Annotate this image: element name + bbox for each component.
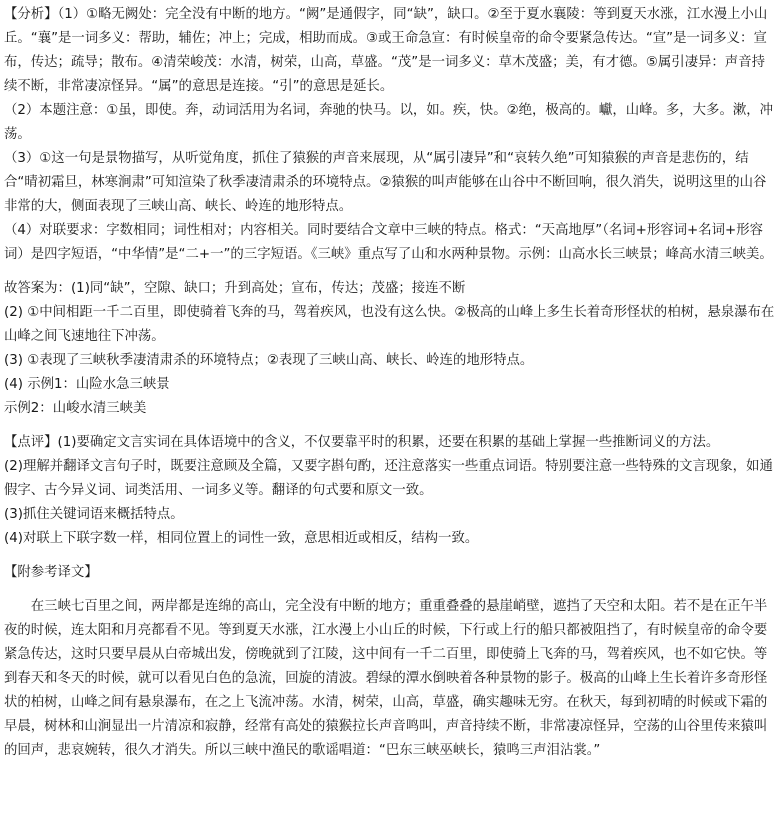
- analysis-paragraph: （2）本题注意：①虽，即使。奔，动词活用为名词，奔驰的快马。以，如。疾，快。②绝，极高的。巘，山峰。多，大多。漱，冲荡。: [4, 103, 774, 142]
- answer-line: (3) ①表现了三峡秋季凄清肃杀的环境特点；②表现了三峡山高、峡长、岭连的地形特点。: [4, 353, 534, 368]
- answer-line: (4) 示例1：山险水急三峡景: [4, 377, 170, 392]
- comment-line: (2)理解并翻译文言句子时，既要注意顾及全篇，又要字斟句酌，还注意落实一些重点词语。特别要注意一些特殊的文言现象，如通假字、古今异义词、词类活用、一词多义等。翻译的句式要和原文一致。: [4, 459, 773, 498]
- comment-line: (4)对联上下联字数一样，相同位置上的词性一致，意思相近或相反，结构一致。: [4, 531, 479, 546]
- answer-line: 故答案为：(1)同“缺”，空隙、缺口；升到高处；宣布，传达；茂盛；接连不断: [4, 281, 466, 296]
- translation-body: 在三峡七百里之间，两岸都是连绵的高山，完全没有中断的地方；重重叠叠的悬崖峭壁，遮挡了天空和太阳。若不是在正午半夜的时候，连太阳和月亮都看不见。等到夏天水涨，江水漫上小山丘的时候，下行或上行的船只都被阻挡了，有时候皇帝的命令要紧急传达，这时只要早晨从白帝城出发，傍晚就到了江陵，这中间有一千二百里，即使骑上飞奔的马，驾着疾风，也不如它快。等到春天和冬天的时候，就可以看见白色的急流，回旋的清波。碧绿的潭水倒映着各种景物的影子。极高的山峰上生长着许多奇形怪状的柏树，山峰之间有悬泉瀑布，在之上飞流冲荡。水清，树荣，山高，草盛，确实趣味无穷。在秋天，每到初晴的时候或下霜的早晨，树林和山涧显出一片清凉和寂静，经常有高处的猿猴拉长声音鸣叫，声音持续不断，非常凄凉怪异，空荡的山谷里传来猿叫的回声，悲哀婉转，很久才消失。所以三峡中渔民的歌谣唱道：“巴东三峡巫峡长，猿鸣三声泪沾裳。”: [4, 599, 768, 758]
- answer-line: 示例2：山峻水清三峡美: [4, 401, 147, 416]
- comment-line: (3)抓住关键词语来概括特点。: [4, 507, 184, 522]
- translation-section: [4, 561, 776, 763]
- translation-heading: 【附参考译文】: [4, 565, 98, 580]
- analysis-paragraph: 【分析】（1）①略无阙处：完全没有中断的地方。“阙”是通假字，同“缺”，缺口。②至于夏水襄陵：等到夏天水涨，江水漫上小山丘。“襄”是一词多义：帮助，辅佐；冲上；完成，相助而成。③或王命急宣：有时候皇帝的命令要紧急传达。“宣”是一词多义：宣布，传达；疏导；散布。④清荣峻茂：水清，树荣，山高，草盛。“茂”是一词多义：草木茂盛；美，有才德。⑤属引凄异：声音持续不断，非常凄凉怪异。“属”的意思是连接。“引”的意思是延长。: [4, 7, 768, 94]
- comment-line: 【点评】(1)要确定文言实词在具体语境中的含义，不仅要靠平时的积累，还要在积累的基础上掌握一些推断词义的方法。: [4, 435, 720, 450]
- comment-section: [4, 431, 776, 551]
- analysis-paragraph: （3）①这一句是景物描写，从听觉角度，抓住了猿猴的声音来展现，从“属引凄异”和“哀转久绝”可知猿猴的声音是悲伤的，结合“晴初霜旦，林寒涧肃”可知渲染了秋季凄清肃杀的环境特点。②猿猴的叫声能够在山谷中不断回响，很久消失，说明这里的山谷非常的大，侧面表现了三峡山高、峡长、岭连的地形特点。: [4, 151, 767, 214]
- analysis-paragraph: （4）对联要求：字数相同；词性相对；内容相关。同时要结合文章中三峡的特点。格式：“天高地厚”（名词+形容词+名词+形容词）是四字短语，“中华情”是“二+一”的三字短语。《三峡》重点写了山和水两种景物。示例：山高水长三峡景；峰高水清三峡美。: [4, 223, 773, 262]
- answer-section: [4, 277, 776, 421]
- document-page: [4, 3, 776, 763]
- answer-line: (2) ①中间相距一千二百里，即使骑着飞奔的马，驾着疾风，也没有这么快。②极高的山峰上多生长着奇形怪状的柏树，悬泉瀑布在山峰之间飞速地往下冲荡。: [4, 305, 775, 344]
- analysis-section: [4, 3, 776, 267]
